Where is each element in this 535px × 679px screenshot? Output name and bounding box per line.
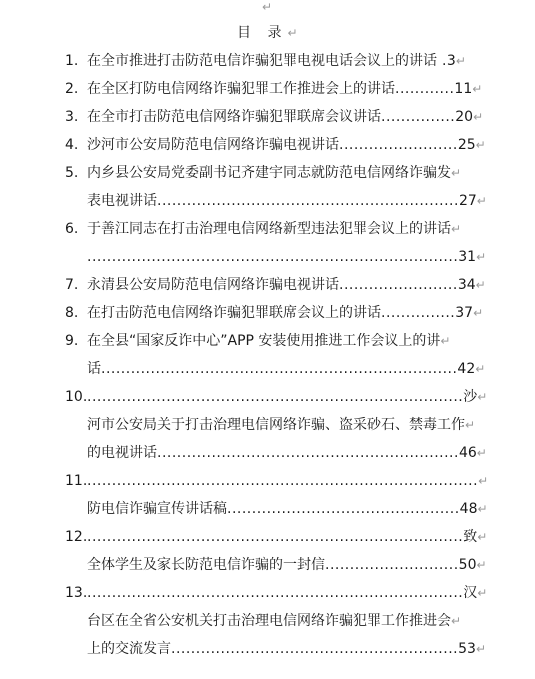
toc-entry-line[interactable] bbox=[87, 358, 485, 380]
toc-leader-dots: ........................................................................ bbox=[101, 361, 458, 377]
paragraph-mark: ↵ bbox=[465, 418, 476, 432]
toc-title bbox=[237, 22, 298, 42]
toc-entry-number: 9. bbox=[65, 333, 79, 349]
paragraph-mark: ↵ bbox=[287, 26, 298, 40]
paragraph-mark: ↵ bbox=[476, 194, 487, 208]
toc-entry-line[interactable] bbox=[87, 190, 487, 212]
toc-entry-number: 2. bbox=[65, 81, 79, 97]
toc-entry-line[interactable] bbox=[87, 274, 486, 296]
paragraph-mark: ↵ bbox=[475, 138, 486, 152]
toc-leader-dots: ............ bbox=[395, 81, 455, 97]
toc-entry-text: 内乡县公安局党委副书记齐建宇同志就防范电信网络诈骗发 bbox=[87, 165, 451, 181]
toc-entry-line[interactable] bbox=[87, 526, 487, 548]
toc-page-number: 25 bbox=[457, 137, 476, 153]
toc-entry-line[interactable] bbox=[87, 470, 488, 492]
toc-leader-dots: ............................................................................... bbox=[87, 473, 479, 489]
paragraph-mark: ↵ bbox=[477, 502, 488, 516]
toc-leader-dots: ............................................................. bbox=[157, 445, 459, 461]
toc-leader-dots: ........................ bbox=[339, 277, 458, 293]
paragraph-mark: ↵ bbox=[477, 530, 488, 544]
toc-entry-line[interactable] bbox=[87, 442, 487, 464]
toc-page-number: 53 bbox=[458, 641, 476, 657]
toc-entry-text: 上的交流发言 bbox=[87, 641, 171, 657]
toc-entry-number: 7. bbox=[65, 277, 79, 293]
paragraph-mark: ↵ bbox=[477, 586, 488, 600]
toc-page-number: 27 bbox=[458, 193, 477, 209]
toc-page-number: 汉 bbox=[463, 585, 478, 601]
toc-entry-line[interactable] bbox=[87, 162, 461, 184]
toc-entry-line[interactable] bbox=[87, 218, 461, 240]
toc-page-number: 42 bbox=[457, 361, 476, 377]
toc-title-text: 目 录 bbox=[237, 25, 288, 41]
toc-entry-number: 12. bbox=[65, 529, 88, 545]
paragraph-mark: ↵ bbox=[475, 278, 486, 292]
toc-entry-number: 3. bbox=[65, 109, 79, 125]
paragraph-mark: ↵ bbox=[475, 642, 487, 656]
toc-leader-dots: ............................................................. bbox=[157, 193, 459, 209]
toc-entry-line[interactable] bbox=[87, 638, 486, 660]
toc-page-number: 31 bbox=[458, 249, 477, 265]
toc-page-number: 致 bbox=[463, 529, 478, 545]
toc-entry-number: 13. bbox=[65, 585, 88, 601]
toc-entry-text: 的电视讲话 bbox=[87, 445, 157, 461]
toc-entry-text: 永清县公安局防范电信网络诈骗电视讲话 bbox=[87, 277, 339, 293]
toc-entry-number: 6. bbox=[65, 221, 79, 237]
toc-leader-dots: ............................................... bbox=[227, 501, 460, 517]
toc-page-number: 46 bbox=[458, 445, 477, 461]
paragraph-mark: ↵ bbox=[472, 82, 483, 96]
toc-entry-number: 8. bbox=[65, 305, 79, 321]
toc-entry-line[interactable] bbox=[87, 246, 486, 268]
paragraph-mark: ↵ bbox=[478, 474, 489, 488]
toc-entry-number: 5. bbox=[65, 165, 79, 181]
toc-leader-dots: .......................................................... bbox=[171, 641, 459, 657]
paragraph-mark: ↵ bbox=[262, 0, 273, 14]
toc-entry-text: 在全区打防电信网络诈骗犯罪工作推进会上的讲话 bbox=[87, 81, 395, 97]
toc-entry-line[interactable] bbox=[87, 302, 483, 324]
toc-leader-dots: ............... bbox=[381, 109, 456, 125]
toc-entry-text: 话 bbox=[87, 361, 101, 377]
toc-entry-line[interactable] bbox=[87, 610, 461, 632]
paragraph-mark: ↵ bbox=[476, 558, 487, 572]
toc-entry-line[interactable] bbox=[87, 50, 466, 72]
toc-entry-text: 沙河市公安局防范电信网络诈骗电视讲话 bbox=[87, 137, 339, 153]
toc-entry-number: 11. bbox=[65, 473, 88, 489]
toc-entry-text: 在打击防范电信网络诈骗犯罪联席会议上的讲话 bbox=[87, 305, 381, 321]
toc-page-number: 48 bbox=[459, 501, 478, 517]
toc-entry-text: 表电视讲话 bbox=[87, 193, 157, 209]
toc-leader-dots: ............... bbox=[381, 305, 456, 321]
toc-entry-line[interactable] bbox=[87, 106, 483, 128]
paragraph-mark: ↵ bbox=[455, 54, 466, 68]
toc-entry-line[interactable] bbox=[87, 498, 488, 520]
paragraph-mark: ↵ bbox=[451, 614, 462, 628]
paragraph-mark: ↵ bbox=[476, 250, 487, 264]
paragraph-mark: ↵ bbox=[477, 390, 488, 404]
toc-entry-line[interactable] bbox=[87, 414, 475, 436]
paragraph-mark: ↵ bbox=[473, 306, 484, 320]
toc-entry-text: 河市公安局关于打击治理电信网络诈骗、盗采砂石、禁毒工作 bbox=[87, 417, 465, 433]
toc-leader-dots: ........................ bbox=[339, 137, 458, 153]
toc-entry-line[interactable] bbox=[87, 134, 486, 156]
toc-page-number: 沙 bbox=[463, 389, 478, 405]
toc-entry-number: 1. bbox=[65, 53, 79, 69]
toc-leader-dots: . bbox=[437, 53, 447, 69]
paragraph-mark: ↵ bbox=[440, 334, 451, 348]
paragraph-mark: ↵ bbox=[476, 446, 487, 460]
paragraph-mark: ↵ bbox=[473, 110, 484, 124]
toc-entry-text: 于善江同志在打击治理电信网络新型违法犯罪会议上的讲话 bbox=[87, 221, 451, 237]
toc-entry-text: 在全市推进打击防范电信诈骗犯罪电视电话会议上的讲话 bbox=[87, 53, 437, 69]
toc-entry-number: 10. bbox=[65, 389, 88, 405]
toc-entry-text: 防电信诈骗宣传讲话稿 bbox=[87, 501, 227, 517]
toc-leader-dots: ............................................................................ bbox=[87, 389, 464, 405]
toc-page-number: 34 bbox=[457, 277, 476, 293]
toc-entry-line[interactable] bbox=[87, 554, 487, 576]
toc-entry-line[interactable] bbox=[87, 330, 450, 352]
paragraph-mark: ↵ bbox=[475, 362, 486, 376]
toc-page-number: 50 bbox=[458, 557, 477, 573]
toc-entry-text: 全体学生及家长防范电信诈骗的一封信 bbox=[87, 557, 325, 573]
toc-entry-text: 台区在全省公安机关打击治理电信网络诈骗犯罪工作推进会 bbox=[87, 613, 451, 629]
toc-leader-dots: ........................................................................... bbox=[87, 249, 459, 265]
toc-page-number: 20 bbox=[455, 109, 474, 125]
toc-entry-line[interactable] bbox=[87, 582, 487, 604]
toc-page-number: 37 bbox=[455, 305, 474, 321]
toc-page-number: 3 bbox=[446, 53, 456, 69]
toc-leader-dots: ............................................................................ bbox=[87, 529, 464, 545]
toc-leader-dots: ........................... bbox=[325, 557, 459, 573]
toc-leader-dots: ............................................................................ bbox=[87, 585, 464, 601]
toc-entry-text: 在全市打击防范电信网络诈骗犯罪联席会议讲话 bbox=[87, 109, 381, 125]
toc-entry-line[interactable] bbox=[87, 386, 487, 408]
toc-entry-number: 4. bbox=[65, 137, 79, 153]
toc-page-number: 11 bbox=[454, 81, 473, 97]
toc-entry-text: 在全县“国家反诈中心”APP 安装使用推进工作会议上的讲 bbox=[87, 333, 441, 349]
paragraph-mark: ↵ bbox=[451, 222, 462, 236]
toc-entry-line[interactable] bbox=[87, 78, 482, 100]
paragraph-mark: ↵ bbox=[451, 166, 462, 180]
